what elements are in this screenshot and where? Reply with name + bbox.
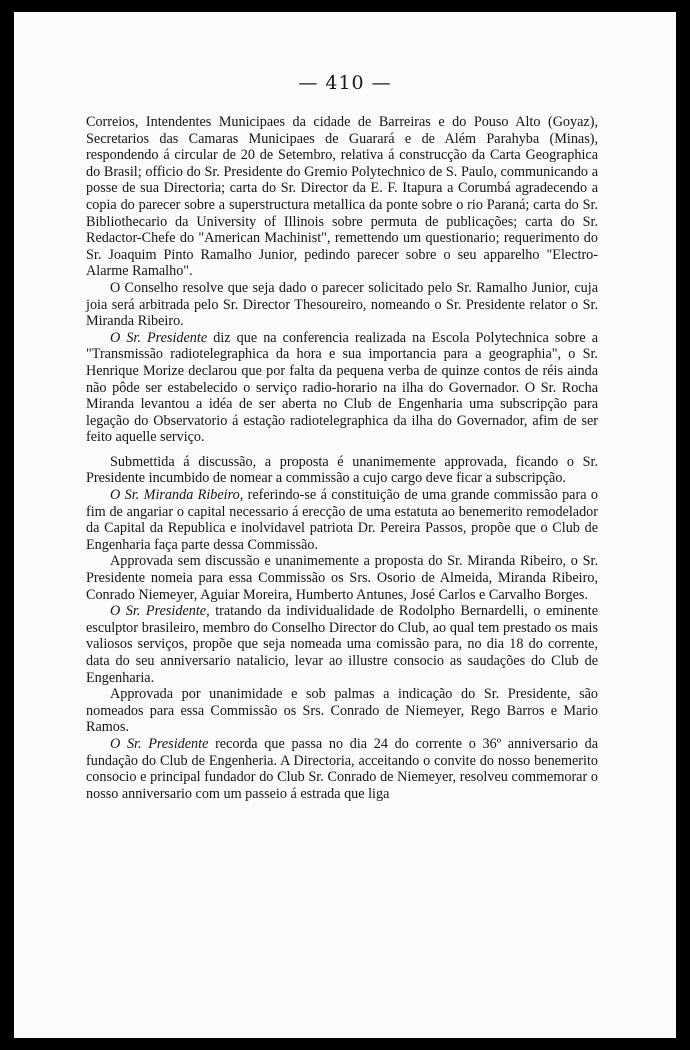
paragraph-correspondence-list: Correios, Intendentes Municipaes da cidade de Barreiras e do Pouso Alto (Goyaz), Secretarios das Camaras Municipaes de Guarará e de Além Parahyba (Minas), respondendo á circular de 20 de Setembro, relativa á construcção da Carta Geographica do Brasil; officio do Sr. Presidente do Gremio Polytechnico de S. Paulo, communicando a posse de sua Directoria; carta do Sr. Director da E. F. Itapura a Corumbá agradecendo a copia do parecer sobre a superstructura metallica da ponte sobre o rio Paraná; carta do Sr. Bibliothecario da University of Illinois sobre permuta de publicações; carta do Sr. Redactor-Chefe do "American Machinist", remettendo um questionario; requerimento do Sr. Joaquim Pinto Ramalho Junior, pedindo parecer sobre o seu apparelho "Electro-Alarme Ramalho".	[86, 114, 598, 280]
paragraph-subscription-approval: Submettida á discussão, a proposta é unanimemente approvada, ficando o Sr. Presidente incumbido de nomear a commissão a cujo cargo deve ficar a subscripção.	[86, 453, 598, 487]
paragraph-bernardelli-tribute	[86, 603, 598, 686]
paragraph-text: recorda que passa no dia 24 do corrente o 36º anniversario da fundação do Club de Engenheria. A Directoria, acceitando o convite do nosso benemerito consocio e principal fundador do Club Sr. Conrado de Niemeyer, resolveu commemorar o nosso anniversario com um passeio á estrada que liga	[86, 735, 598, 802]
page-number: — 410 —	[298, 72, 392, 94]
paragraph-text: tratando da individualidade de Rodolpho Bernardelli, o eminente esculptor brasileiro, membro do Conselho Director do Club, ao qual tem prestado os mais valiosos serviços, propõe que seja nomeada uma comissão para, no dia 18 do corrente, data do seu anniversario natalicio, levar ao illustre consocio as saudações do Club de Engenharia.	[86, 603, 598, 686]
speaker-lead: O Sr. Presidente	[110, 735, 209, 752]
speaker-lead: O Sr. Miranda Ribeiro,	[110, 487, 244, 504]
document-body	[86, 114, 598, 802]
paragraph-ramalho-opinion: O Conselho resolve que seja dado o parecer solicitado pelo Sr. Ramalho Junior, cuja joia será arbitrada pelo Sr. Director Thesoureiro, nomeando o Sr. Presidente relator o Sr. Miranda Ribeiro.	[86, 279, 598, 330]
speaker-lead: O Sr. Presidente,	[110, 603, 210, 620]
speaker-lead: O Sr. Presidente	[110, 329, 208, 346]
paragraph-tribute-commission: Approvada por unanimidade e sob palmas a indicação do Sr. Presidente, são nomeados para essa Commissão os Srs. Conrado de Niemeyer, Rego Barros e Mario Ramos.	[86, 686, 598, 736]
paragraph-text: diz que na conferencia realizada na Escola Polytechnica sobre a "Transmissão radiotelegraphica da hora e sua importancia para a geographia", o Sr. Henrique Morize declarou que por falta da pequena verba de quinze contos de réis ainda não pôde ser estabelecido o serviço radio-horario na ilha do Governador. O Sr. Rocha Miranda levantou a idéa de ser aberta no Club de Engenharia uma subscripção para legação do Observatorio á estação radiotelegraphica da ilha do Governador, afim de ser feito aquelle serviço.	[86, 329, 598, 446]
paragraph-anniversary	[86, 736, 598, 802]
paragraph-commission-appointment: Approvada sem discussão e unanimemente a proposta do Sr. Miranda Ribeiro, o Sr. Presidente nomeia para essa Commissão os Srs. Osorio de Almeida, Miranda Ribeiro, Conrado Niemeyer, Aguiar Moreira, Humberto Antunes, José Carlos e Carvalho Borges.	[86, 553, 598, 603]
paragraph-text: referindo-se á constituição de uma grande commissão para o fim de angariar o capital necessario á erecção de uma estatuta ao benemerito remodelador da Capital da Republica e inolvidavel patriota Dr. Pereira Passos, propõe que o Club de Engenharia faça parte dessa Commissão.	[86, 487, 598, 553]
paragraph-radiotelegraph-proposal	[86, 330, 598, 446]
document-page	[14, 12, 676, 1038]
paragraph-statue-proposal	[86, 487, 598, 553]
